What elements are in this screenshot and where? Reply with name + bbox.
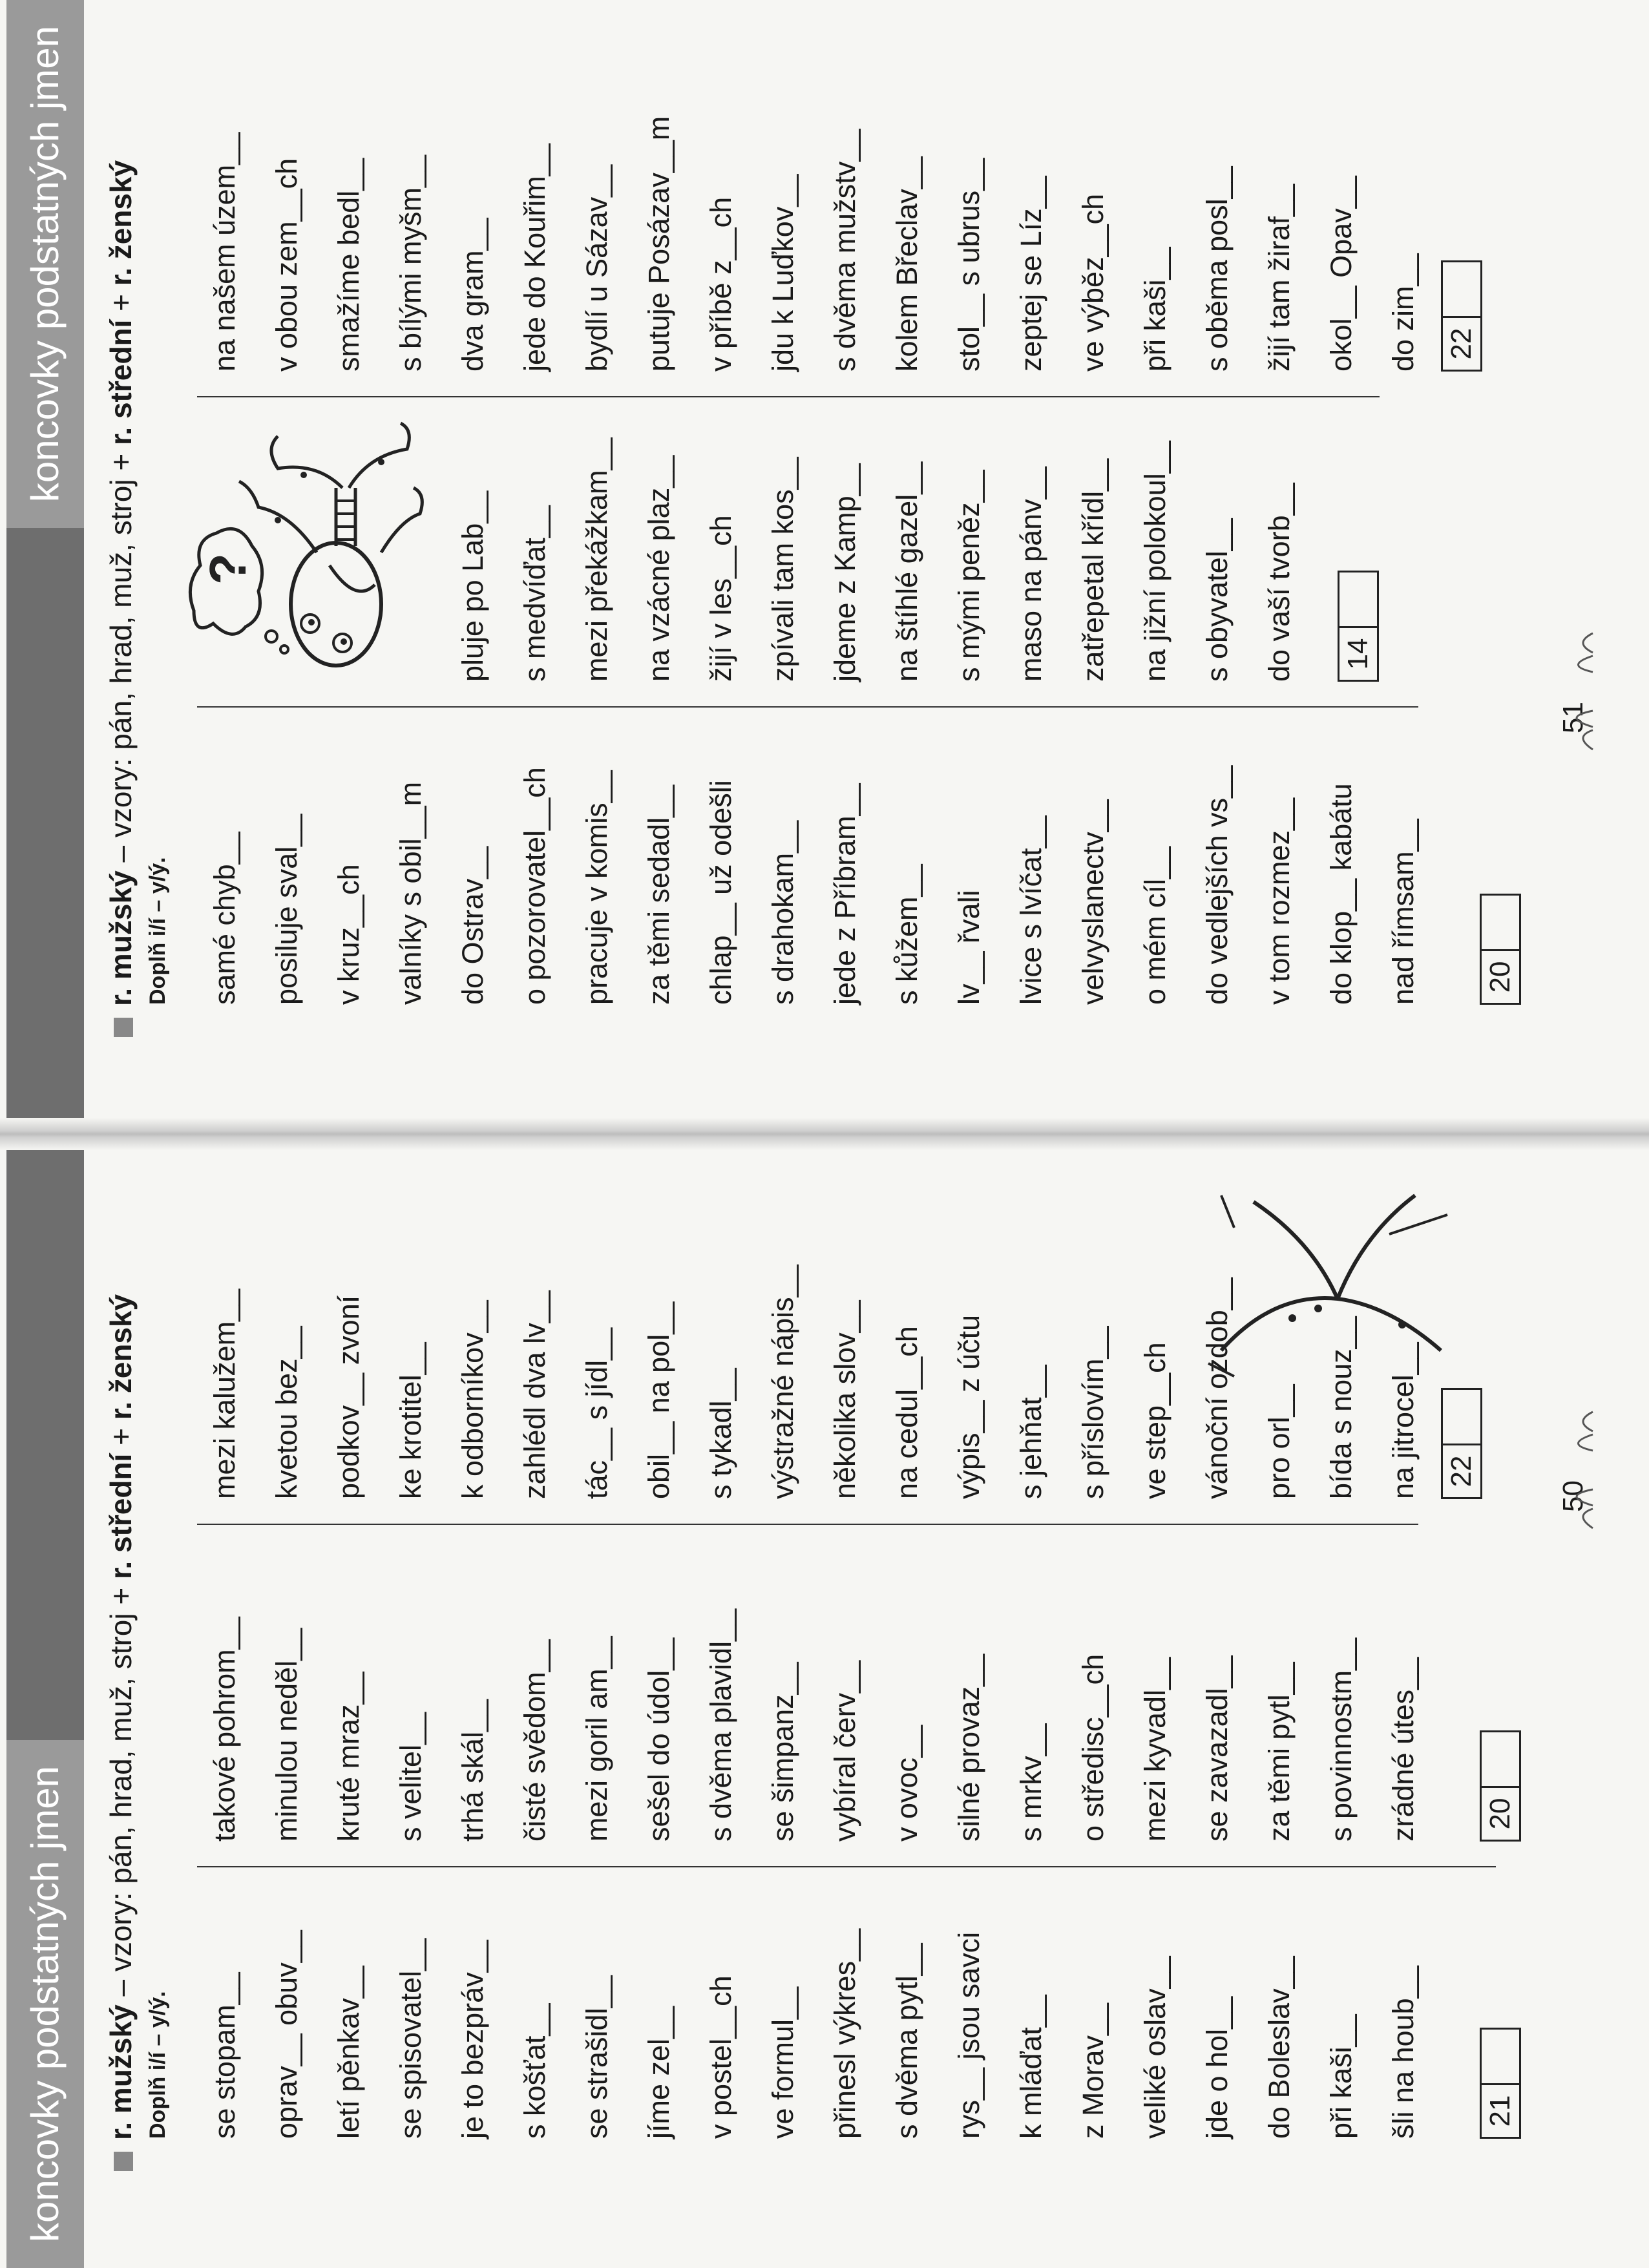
exercise-item[interactable]: s mými peněz__ <box>952 470 985 682</box>
exercise-item[interactable]: o mém cíl__ <box>1139 846 1171 1005</box>
exercise-item[interactable]: pluje po Lab__ <box>456 490 489 682</box>
exercise-item[interactable]: s drahokam__ <box>766 820 799 1005</box>
left-header-title: koncovky podstatných jmen <box>6 1740 84 2268</box>
exercise-item[interactable]: jdeme z Kamp__ <box>828 463 861 682</box>
exercise-item[interactable]: několika slov__ <box>828 1300 861 1499</box>
left-page <box>0 1134 1649 2268</box>
exercise-item[interactable]: maso na pánv__ <box>1014 467 1047 682</box>
left-score-box-3 <box>1441 1388 1482 1499</box>
exercise-item[interactable]: bydlí u Sázav__ <box>580 164 613 372</box>
exercise-item[interactable]: zahlédl dva lv__ <box>518 1290 551 1499</box>
exercise-item[interactable]: nad římsam__ <box>1387 819 1420 1005</box>
exercise-item[interactable]: s oběma posl__ <box>1201 166 1234 372</box>
exercise-item[interactable]: jde o hol__ <box>1201 1996 1234 2139</box>
exercise-item[interactable]: silné provaz__ <box>952 1654 985 1842</box>
exercise-item[interactable]: s povinnostm__ <box>1325 1637 1358 1842</box>
plus-text: + <box>104 1420 138 1454</box>
exercise-item[interactable]: obil__ na pol__ <box>642 1301 675 1499</box>
patterns-text: – vzory: pán, hrad, muž, stroj + <box>104 445 138 871</box>
exercise-item[interactable]: v ovoc__ <box>890 1725 923 1842</box>
exercise-item[interactable]: v kruz__ch <box>332 864 365 1005</box>
exercise-item[interactable]: s obyvatel__ <box>1201 518 1234 682</box>
grass-tuft-icon <box>1548 1405 1606 1535</box>
right-task-instruction: Doplň i/í – y/ý. <box>145 857 170 1005</box>
exercise-item[interactable]: se šimpanz__ <box>766 1662 799 1842</box>
right-page-number: 51 <box>1557 702 1589 733</box>
exercise-item[interactable]: se stopam__ <box>208 1972 241 2139</box>
right-header-title: koncovky podstatných jmen <box>6 0 84 528</box>
exercise-item[interactable]: na našem územ__ <box>208 132 241 372</box>
right-score-box-3 <box>1441 260 1482 372</box>
exercise-item[interactable]: do vaší tvorb__ <box>1263 483 1296 682</box>
exercise-item[interactable]: mezi kalužem__ <box>208 1288 241 1499</box>
exercise-item[interactable]: za těmi pytl__ <box>1263 1662 1296 1842</box>
right-divider-2 <box>197 396 1380 397</box>
score-total: 14 <box>1338 626 1379 682</box>
exercise-item[interactable]: na jižní polokoul__ <box>1139 441 1171 682</box>
exercise-item[interactable]: v tom rozmez__ <box>1263 797 1296 1005</box>
exercise-item[interactable]: smažíme bedl__ <box>332 158 365 372</box>
gender-neuter: r. střední <box>104 319 138 445</box>
left-page-number: 50 <box>1557 1480 1589 1512</box>
score-total: 22 <box>1441 316 1482 372</box>
exercise-item[interactable]: vánoční ozdob__ <box>1201 1277 1234 1499</box>
exercise-item[interactable]: v příbě z__ch <box>704 196 737 372</box>
exercise-item[interactable]: s kůžem__ <box>890 864 923 1005</box>
exercise-item[interactable]: ve step__ch <box>1139 1342 1171 1499</box>
exercise-item[interactable]: posiluje sval__ <box>270 814 303 1005</box>
exercise-item[interactable]: na cedul__ch <box>890 1326 923 1499</box>
exercise-item[interactable]: tác__ s jídl__ <box>580 1327 613 1499</box>
exercise-item[interactable]: bída s nouz__ <box>1325 1316 1358 1499</box>
exercise-item[interactable]: lvice s lvíčat__ <box>1014 815 1047 1005</box>
exercise-item[interactable]: o pozorovatel__ch <box>518 767 551 1005</box>
right-divider-1 <box>197 706 1418 708</box>
gender-masculine: r. mužský <box>104 2004 138 2140</box>
exercise-item[interactable]: pro orl__ <box>1263 1384 1296 1499</box>
square-bullet-icon <box>114 2152 133 2171</box>
exercise-item[interactable]: mezi goril am__ <box>580 1636 613 1842</box>
frog-question-illustration-icon <box>187 410 433 682</box>
exercise-item[interactable]: s dvěma mužstv__ <box>828 129 861 372</box>
right-score-box-1 <box>1480 894 1521 1005</box>
exercise-item[interactable]: veliké oslav__ <box>1139 1956 1171 2139</box>
exercise-item[interactable]: k mláďat__ <box>1014 1995 1047 2139</box>
exercise-item[interactable]: s velitel__ <box>394 1712 427 1842</box>
gender-masculine: r. mužský <box>104 870 138 1006</box>
exercise-item[interactable]: šli na houb__ <box>1387 1966 1420 2139</box>
exercise-item[interactable]: s mrkv__ <box>1014 1723 1047 1842</box>
score-answer-cell[interactable] <box>1480 1730 1521 1786</box>
exercise-item[interactable]: z Morav__ <box>1077 2002 1109 2139</box>
right-task-title <box>103 29 138 1037</box>
left-divider-1 <box>197 1866 1496 1867</box>
score-answer-cell[interactable] <box>1441 260 1482 316</box>
frog-legs-illustration-icon <box>1195 1176 1467 1389</box>
right-column-2 <box>442 384 1310 682</box>
exercise-item[interactable]: vybíral červ__ <box>828 1660 861 1842</box>
exercise-item[interactable]: v postel__ch <box>704 1975 737 2139</box>
gender-feminine: r. ženský <box>104 1294 138 1420</box>
exercise-item[interactable]: mezi překážkam__ <box>580 437 613 682</box>
exercise-item[interactable]: na štíhlé gazel__ <box>890 461 923 682</box>
exercise-item[interactable]: pracuje v komis__ <box>580 770 613 1005</box>
exercise-item[interactable]: oprav__ obuv__ <box>270 1930 303 2139</box>
exercise-item[interactable]: se spisovatel__ <box>394 1938 427 2139</box>
plus-text: + <box>104 286 138 320</box>
exercise-item[interactable]: s dvěma plavidl__ <box>704 1608 737 1842</box>
exercise-item[interactable]: zeptej se Líz__ <box>1014 176 1047 372</box>
exercise-item[interactable]: jíme zel__ <box>642 2006 675 2139</box>
exercise-item[interactable]: jede do Kouřim__ <box>518 143 551 372</box>
exercise-item[interactable]: samé chyb__ <box>208 832 241 1005</box>
exercise-item[interactable]: do Ostrav__ <box>456 846 489 1005</box>
exercise-item[interactable]: o středisc__ch <box>1077 1654 1109 1842</box>
score-answer-cell[interactable] <box>1441 1388 1482 1444</box>
right-score-box-2 <box>1338 571 1379 682</box>
exercise-item[interactable]: s dvěma pytl__ <box>890 1943 923 2139</box>
score-total: 20 <box>1480 1786 1521 1842</box>
grass-tuft-icon <box>1548 627 1606 756</box>
exercise-item[interactable]: letí pěnkav__ <box>332 1966 365 2139</box>
exercise-item[interactable]: s košťat__ <box>518 2003 551 2139</box>
exercise-item[interactable]: při kaši__ <box>1325 2014 1358 2139</box>
score-total: 22 <box>1441 1444 1482 1499</box>
right-header-bar <box>6 0 84 1118</box>
score-total: 21 <box>1480 2083 1521 2139</box>
exercise-item[interactable]: ke krotitel__ <box>394 1342 427 1499</box>
exercise-item[interactable]: je to bezpráv__ <box>456 1940 489 2139</box>
exercise-item[interactable]: s medvíďat__ <box>518 505 551 682</box>
exercise-item[interactable]: kruté mraz__ <box>332 1672 365 1842</box>
exercise-item[interactable]: lv__ řvali <box>952 890 985 1005</box>
exercise-item[interactable]: minulou neděl__ <box>270 1628 303 1842</box>
exercise-item[interactable]: do klop__ kabátu <box>1325 783 1358 1005</box>
left-column-1 <box>194 1842 1434 2139</box>
exercise-item[interactable]: se zavazadl__ <box>1201 1655 1234 1842</box>
exercise-item[interactable]: kvetou bez__ <box>270 1326 303 1499</box>
exercise-item[interactable]: ve výběz__ch <box>1077 193 1109 372</box>
exercise-item[interactable]: jdu k Luďkov__ <box>766 174 799 372</box>
exercise-item[interactable]: trhá skál__ <box>456 1699 489 1842</box>
svg-text:?: ? <box>199 553 257 585</box>
exercise-item[interactable]: do Boleslav__ <box>1263 1956 1296 2139</box>
exercise-item[interactable]: s tykadl__ <box>704 1368 737 1499</box>
right-column-3 <box>194 74 1434 372</box>
exercise-item[interactable]: při kaši__ <box>1139 247 1171 372</box>
exercise-item[interactable]: jede z Příbram__ <box>828 783 861 1005</box>
left-divider-2 <box>197 1524 1418 1525</box>
score-answer-cell[interactable] <box>1480 2028 1521 2083</box>
exercise-item[interactable]: žijí tam žiraf__ <box>1263 184 1296 372</box>
score-answer-cell[interactable] <box>1480 894 1521 949</box>
exercise-item[interactable]: sešel do údol__ <box>642 1637 675 1842</box>
exercise-item[interactable]: rys__ jsou savci <box>952 1931 985 2139</box>
exercise-item[interactable]: do vedlejších vs__ <box>1201 765 1234 1005</box>
exercise-item[interactable]: na jitrocel__ <box>1387 1342 1420 1499</box>
left-score-box-1 <box>1480 2028 1521 2139</box>
exercise-item[interactable]: zpívali tam kos__ <box>766 457 799 682</box>
exercise-item[interactable]: do zim__ <box>1387 253 1420 372</box>
right-column-1 <box>194 708 1434 1005</box>
exercise-item[interactable]: žijí v les__ch <box>704 515 737 682</box>
exercise-item[interactable]: za těmi sedadl__ <box>642 784 675 1005</box>
exercise-item[interactable]: s příslovím__ <box>1077 1326 1109 1499</box>
exercise-item[interactable]: s bílými myšm__ <box>394 154 427 372</box>
left-header-bar <box>6 1150 84 2268</box>
gender-neuter: r. střední <box>104 1453 138 1579</box>
patterns-text: – vzory: pán, hrad, muž, stroj + <box>104 1579 138 2005</box>
exercise-item[interactable]: zatřepetal křídl__ <box>1077 458 1109 682</box>
exercise-item[interactable]: putuje Posázav__m <box>642 116 675 372</box>
score-total: 20 <box>1480 949 1521 1005</box>
exercise-item[interactable]: stol__ s ubrus__ <box>952 158 985 372</box>
exercise-item[interactable]: přinesl výkres__ <box>828 1928 861 2139</box>
exercise-item[interactable]: kolem Břeclav__ <box>890 156 923 372</box>
left-score-box-2 <box>1480 1730 1521 1842</box>
left-column-2 <box>194 1544 1434 1842</box>
exercise-item[interactable]: ve formul__ <box>766 1986 799 2139</box>
gender-feminine: r. ženský <box>104 160 138 286</box>
exercise-item[interactable]: s jehňat__ <box>1014 1365 1047 1499</box>
exercise-item[interactable]: v obou zem__ch <box>270 158 303 372</box>
exercise-item[interactable]: na vzácné plaz__ <box>642 455 675 682</box>
square-bullet-icon <box>114 1018 133 1037</box>
exercise-item[interactable]: chlap__ už odešli <box>704 780 737 1005</box>
exercise-item[interactable]: okol__ Opav__ <box>1325 176 1358 372</box>
exercise-item[interactable]: zrádné útes__ <box>1387 1657 1420 1842</box>
exercise-item[interactable]: výstražné nápis__ <box>766 1265 799 1499</box>
exercise-item[interactable]: se strašidl__ <box>580 1975 613 2139</box>
exercise-item[interactable]: takové pohrom__ <box>208 1617 241 1842</box>
exercise-item[interactable]: podkov__ zvoní <box>332 1295 365 1499</box>
exercise-item[interactable]: dva gram__ <box>456 218 489 372</box>
exercise-item[interactable]: mezi kyvadl__ <box>1139 1657 1171 1842</box>
left-task-title <box>103 1163 138 2171</box>
exercise-item[interactable]: velvyslanectv__ <box>1077 799 1109 1005</box>
exercise-item[interactable]: valníky s obil__m <box>394 781 427 1005</box>
exercise-item[interactable]: k odborníkov__ <box>456 1300 489 1499</box>
left-task-instruction: Doplň i/í – y/ý. <box>145 1991 170 2139</box>
score-answer-cell[interactable] <box>1338 571 1379 626</box>
exercise-item[interactable]: čisté svědom__ <box>518 1639 551 1842</box>
exercise-item[interactable]: výpis__ z účtu <box>952 1314 985 1499</box>
